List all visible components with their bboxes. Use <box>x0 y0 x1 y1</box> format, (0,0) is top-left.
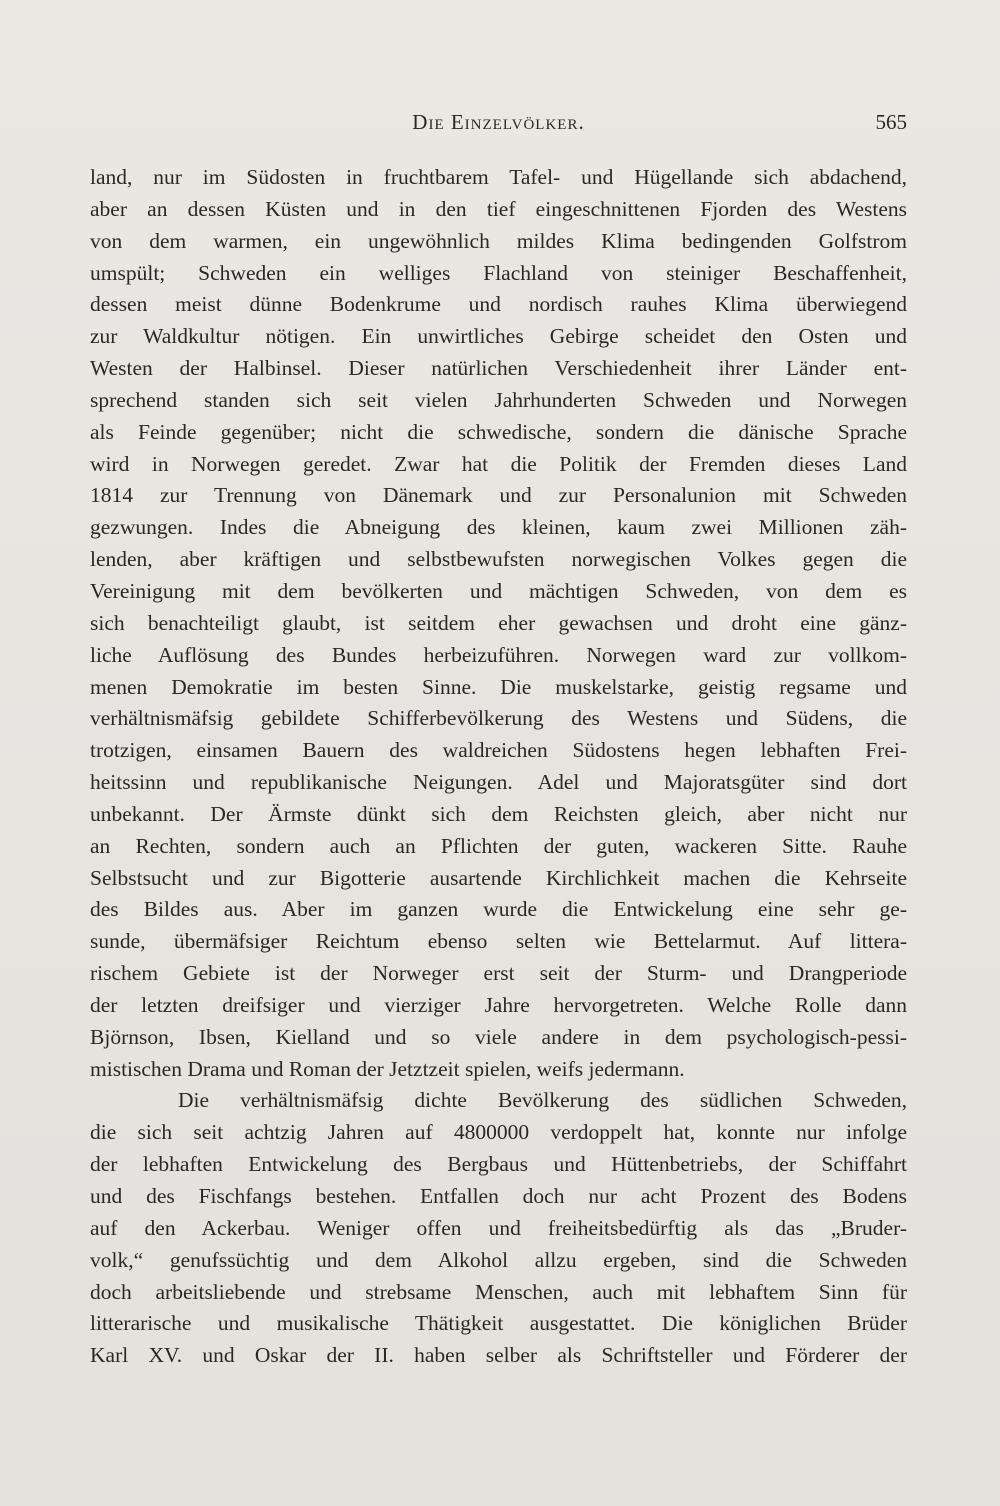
text-line: von dem warmen, ein ungewöhnlich mildes Klima bedingenden Golfstrom <box>90 228 907 253</box>
text-line: Vereinigung mit dem bevölkerten und mächtigen Schweden, von dem es <box>90 578 907 603</box>
text-line: gezwungen. Indes die Abneigung des kleinen, kaum zwei Millionen zäh- <box>90 515 907 540</box>
text-line: doch arbeitsliebende und strebsame Menschen, auch mit lebhaftem Sinn für <box>90 1279 907 1304</box>
text-line: rischem Gebiete ist der Norweger erst seit der Sturm- und Drangperiode <box>90 961 907 986</box>
text-line: dessen meist dünne Bodenkrume und nordisch rauhes Klima überwiegend <box>90 292 907 317</box>
text-line: unbekannt. Der Ärmste dünkt sich dem Reichsten gleich, aber nicht nur <box>90 801 907 826</box>
text-line: sprechend standen sich seit vielen Jahrhunderten Schweden und Norwegen <box>90 387 907 412</box>
text-line: und des Fischfangs bestehen. Entfallen doch nur acht Prozent des Bodens <box>90 1184 907 1208</box>
text-line: Westen der Halbinsel. Dieser natürlichen Verschiedenheit ihrer Länder ent- <box>90 356 907 381</box>
text-line: verhältnismäfsig gebildete Schifferbevölkerung des Westens und Südens, die <box>90 706 907 731</box>
text-line: 1814 zur Trennung von Dänemark und zur Personalunion mit Schweden <box>90 483 907 508</box>
body-text <box>90 162 907 1372</box>
text-line: liche Auflösung des Bundes herbeizuführen. Norwegen ward zur vollkom- <box>90 642 907 667</box>
text-line: Karl XV. und Oskar der II. haben selber als Schriftsteller und Förderer der <box>90 1343 907 1368</box>
text-line: lenden, aber kräftigen und selbstbewufsten norwegischen Volkes gegen die <box>90 547 907 572</box>
text-line: der lebhaften Entwickelung des Bergbaus und Hüttenbetriebs, der Schiffahrt <box>90 1152 907 1177</box>
text-line: Die verhältnismäfsig dichte Bevölkerung des südlichen Schweden, <box>178 1088 907 1113</box>
text-line: an Rechten, sondern auch an Pflichten der guten, wackeren Sitte. Rauhe <box>90 833 907 858</box>
text-line: zur Waldkultur nötigen. Ein unwirtliches Gebirge scheidet den Osten und <box>90 324 907 349</box>
text-line: Selbstsucht und zur Bigotterie ausartende Kirchlichkeit machen die Kehrseite <box>90 865 907 890</box>
text-line: heitssinn und republikanische Neigungen. Adel und Majoratsgüter sind dort <box>90 770 907 795</box>
text-line: litterarische und musikalische Thätigkeit ausgestattet. Die königlichen Brüder <box>90 1311 907 1336</box>
running-title: Die Einzelvölker. <box>412 110 585 134</box>
text-line: mistischen Drama und Roman der Jetztzeit spielen, weifs jedermann. <box>90 1056 685 1081</box>
text-line: sich benachteiligt glaubt, ist seitdem eher gewachsen und droht eine gänz- <box>90 610 907 635</box>
text-line: land, nur im Südosten in fruchtbarem Tafel- und Hügellande sich abdachend, <box>90 165 907 189</box>
text-line: auf den Ackerbau. Weniger offen und freiheitsbedürftig als das „Bruder- <box>90 1215 907 1240</box>
text-line: als Feinde gegenüber; nicht die schwedische, sondern die dänische Sprache <box>90 419 907 444</box>
text-line: Björnson, Ibsen, Kielland und so viele andere in dem psychologisch-pessi- <box>90 1024 907 1049</box>
text-line: sunde, übermäfsiger Reichtum ebenso selten wie Bettelarmut. Auf littera- <box>90 929 907 954</box>
page-number: 565 <box>875 110 907 134</box>
text-line: volk,“ genufssüchtig und dem Alkohol allzu ergeben, sind die Schweden <box>90 1247 907 1272</box>
text-line: wird in Norwegen geredet. Zwar hat die Politik der Fremden dieses Land <box>90 451 907 476</box>
text-line: umspült; Schweden ein welliges Flachland von steiniger Beschaffenheit, <box>90 260 907 285</box>
running-head <box>90 110 907 140</box>
text-line: des Bildes aus. Aber im ganzen wurde die Entwickelung eine sehr ge- <box>90 897 907 922</box>
text-line: aber an dessen Küsten und in den tief eingeschnittenen Fjorden des Westens <box>90 196 907 221</box>
text-line: der letzten dreifsiger und vierziger Jahre hervorgetreten. Welche Rolle dann <box>90 992 907 1017</box>
text-line: die sich seit achtzig Jahren auf 4800000 verdoppelt hat, konnte nur infolge <box>90 1120 907 1145</box>
text-line: menen Demokratie im besten Sinne. Die muskelstarke, geistig regsame und <box>90 674 907 699</box>
text-line: trotzigen, einsamen Bauern des waldreichen Südostens hegen lebhaften Frei- <box>90 738 907 763</box>
